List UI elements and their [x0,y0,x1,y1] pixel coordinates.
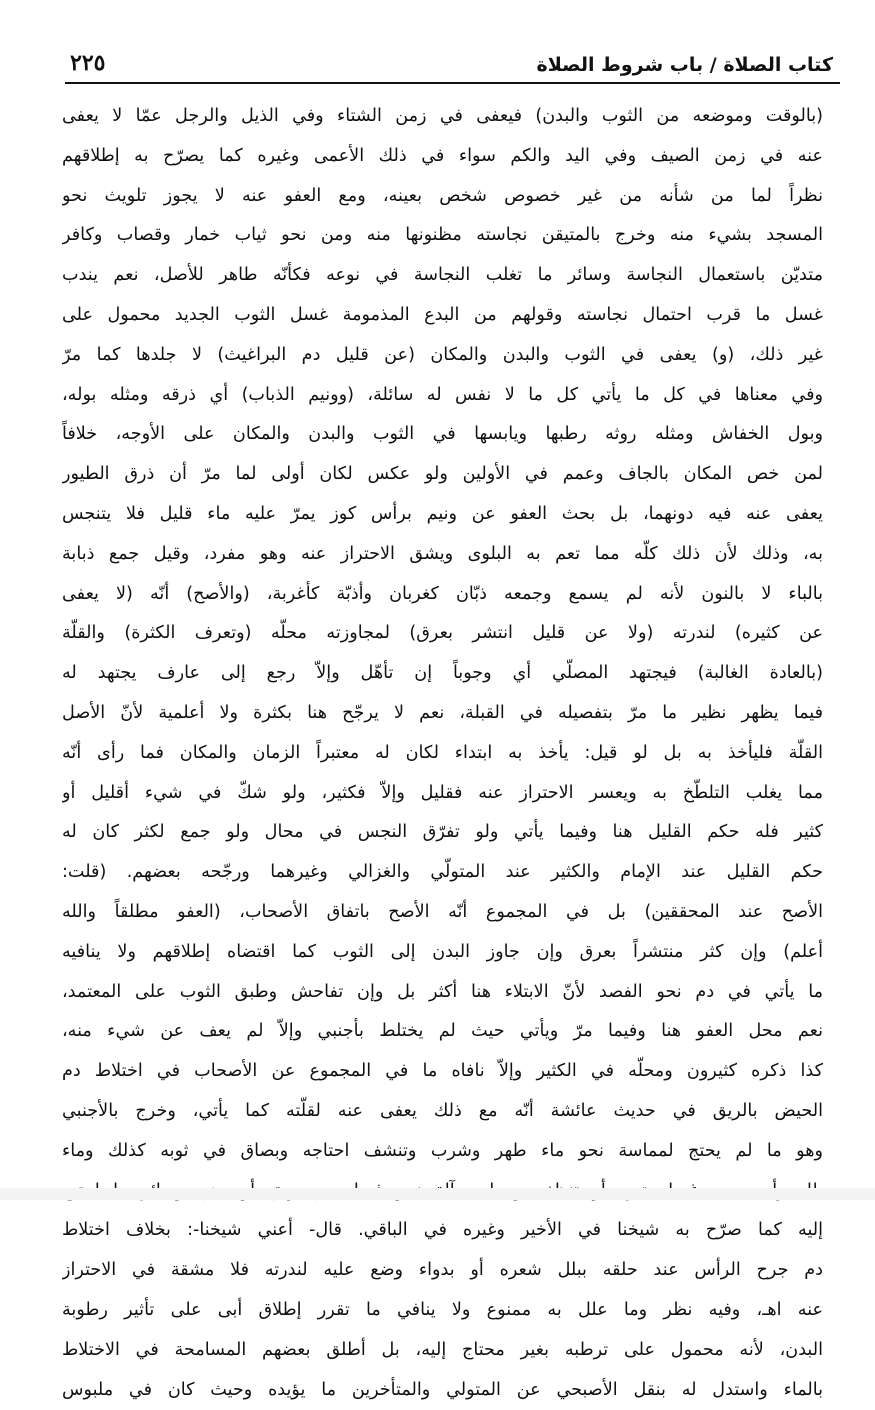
text-line: متديّن باستعمال النجاسة وسائر ما تغلب النجاسة في نوعه فكأنّه طاهر للأصل، نعم يندب [62,256,823,296]
text-line: لمن خص المكان بالجاف وعمم في الأولين ولو عكس لكان أولى لما مرّ أن ذرق الطيور [62,455,823,495]
text-line: الحيض بالريق في حديث عائشة أنّه مع ذلك يعفى عنه لقلّته كما يأتي، وخرج بالأجنبي [62,1092,823,1132]
text-line: (بالعادة الغالبة) فيجتهد المصلّي أي وجوباً إن تأهّل وإلاّ رجع إلى عارف يجتهد له [62,654,823,694]
text-line: الأصح عند المحققين) بل في المجموع أنّه الأصح باتفاق الأصحاب، (العفو مطلقاً والله [62,893,823,933]
text-line: ما يأتي في دم نحو الفصد لأنّ الابتلاء هنا أكثر بل وإن تفاحش وطبق الثوب على المعتمد، [62,973,823,1013]
text-line: نظراً لما من شأنه من غير خصوص شخص بعينه، ومع العفو عنه لا يجوز تلويث نحو [62,177,823,217]
text-line: نعم محل العفو هنا وفيما مرّ ويأتي حيث لم يختلط بأجنبي وإلاّ لم يعف عن شيء منه، [62,1012,823,1052]
page-header [70,34,833,76]
text-line: أعلم) وإن كثر منتشراً بعرق وإن جاوز البدن إلى الثوب كما اقتضاه إطلاقهم ولا ينافيه [62,933,823,973]
text-line: إليه كما صرّح به شيخنا في الأخير وغيره في الباقي. قال- أعني شيخنا-: بخلاف اختلاط [62,1211,823,1251]
text-line: به، وذلك لأن ذلك كلّه مما تعم به البلوى ويشق الاحتراز عنه وهو مفرد، وقيل جمع ذبابة [62,535,823,575]
text-line: بالماء واستدل له بنقل الأصبحي عن المتولي والمتأخرين ما يؤيده وحيث كان في ملبوس [62,1371,823,1410]
text-line: القلّة فليأخذ به بل لو قيل: يأخذ به ابتداء لكان له معتبراً الزمان والمكان فما رأى أنّه [62,734,823,774]
text-line: وبول الخفاش ومثله روثه رطبها ويابسها في الثوب والبدن والمكان على الأوجه، خلافاً [62,415,823,455]
text-line: بالباء لا بالنون لأنه لم يسمع وجمعه ذبّان كغربان وأذبّة كأغربة، (والأصح) أنّه (لا يعفى [62,575,823,615]
text-line: غير ذلك، (و) يعفى في الثوب والبدن والمكان (عن قليل دم البراغيث) لا جلدها كما مرّ [62,336,823,376]
running-title: كتاب الصلاة / باب شروط الصلاة [537,54,833,76]
text-line: المسجد بشيء منه وخرج بالمتيقن نجاسته مظنونها منه ومن نحو ثياب خمار وقصاب وكافر [62,216,823,256]
text-line: مما يغلب التلطّخ به ويعسر الاحتراز عنه فقليل وإلاّ فكثير، ولو شكّ في شيء أقليل أو [62,774,823,814]
page-bottom-edge [0,1188,875,1200]
text-line: عنه في زمن الصيف وفي اليد والكم سواء في ذلك الأعمى وغيره كما يصرّح به إطلاقهم [62,137,823,177]
text-line: البدن، لأنه محمول على ترطبه بغير محتاج إليه، بل أطلق بعضهم المسامحة في الاختلاط [62,1331,823,1371]
text-line: يعفى عنه فيه دونهما، بل بحث العفو عن ونيم برأس كوز يمرّ عليه ماء قليل فلا يتنجس [62,495,823,535]
text-line: دم جرح الرأس عند حلقه ببلل شعره أو بدواء وضع عليه لندرته فلا مشقة في الاحتراز [62,1251,823,1291]
text-line: وفي معناها في كل ما يأتي كل ما لا نفس له سائلة، (وونيم الذباب) أي ذرقه ومثله بوله، [62,376,823,416]
text-line: وهو ما لم يحتج لمماسة نحو ماء طهر وشرب وتنشف احتاجه وبصاق في ثوبه كذلك وماء [62,1132,823,1172]
text-line: عنه اهـ، وفيه نظر وما علل به ممنوع ولا ينافي ما تقرر إطلاق أبى على تأثير رطوبة [62,1291,823,1331]
page-body [62,97,823,1410]
text-line: فيما يظهر نظير ما مرّ بتفصيله في القبلة، نعم لا يرجّح هنا بكثرة ولا أعلمية لأنّ الأصل [62,694,823,734]
text-line: كثير فله حكم القليل هنا وفيما يأتي ولو تفرّق النجس في محال ولو جمع لكثر كان له [62,813,823,853]
text-line: (بالوقت وموضعه من الثوب والبدن) فيعفى في زمن الشتاء وفي الذيل والرجل عمّا لا يعفى [62,97,823,137]
text-line: حكم القليل عند الإمام والكثير عند المتولّي والغزالي وغيرهما ورجّحه بعضهم. (قلت: [62,853,823,893]
page-number: ٢٢٥ [70,50,105,76]
text-line: عن كثيره) لندرته (ولا عن قليل انتشر بعرق) لمجاوزته محلّه (وتعرف الكثرة) والقلّة [62,614,823,654]
text-line: غسل ما قرب احتمال نجاسته وقولهم من البدع المذمومة غسل الثوب الجديد محمول على [62,296,823,336]
header-rule [65,82,840,84]
text-line: كذا ذكره كثيرون ومحلّه في الكثير وإلاّ نافاه ما في المجموع عن الأصحاب في اختلاط دم [62,1052,823,1092]
